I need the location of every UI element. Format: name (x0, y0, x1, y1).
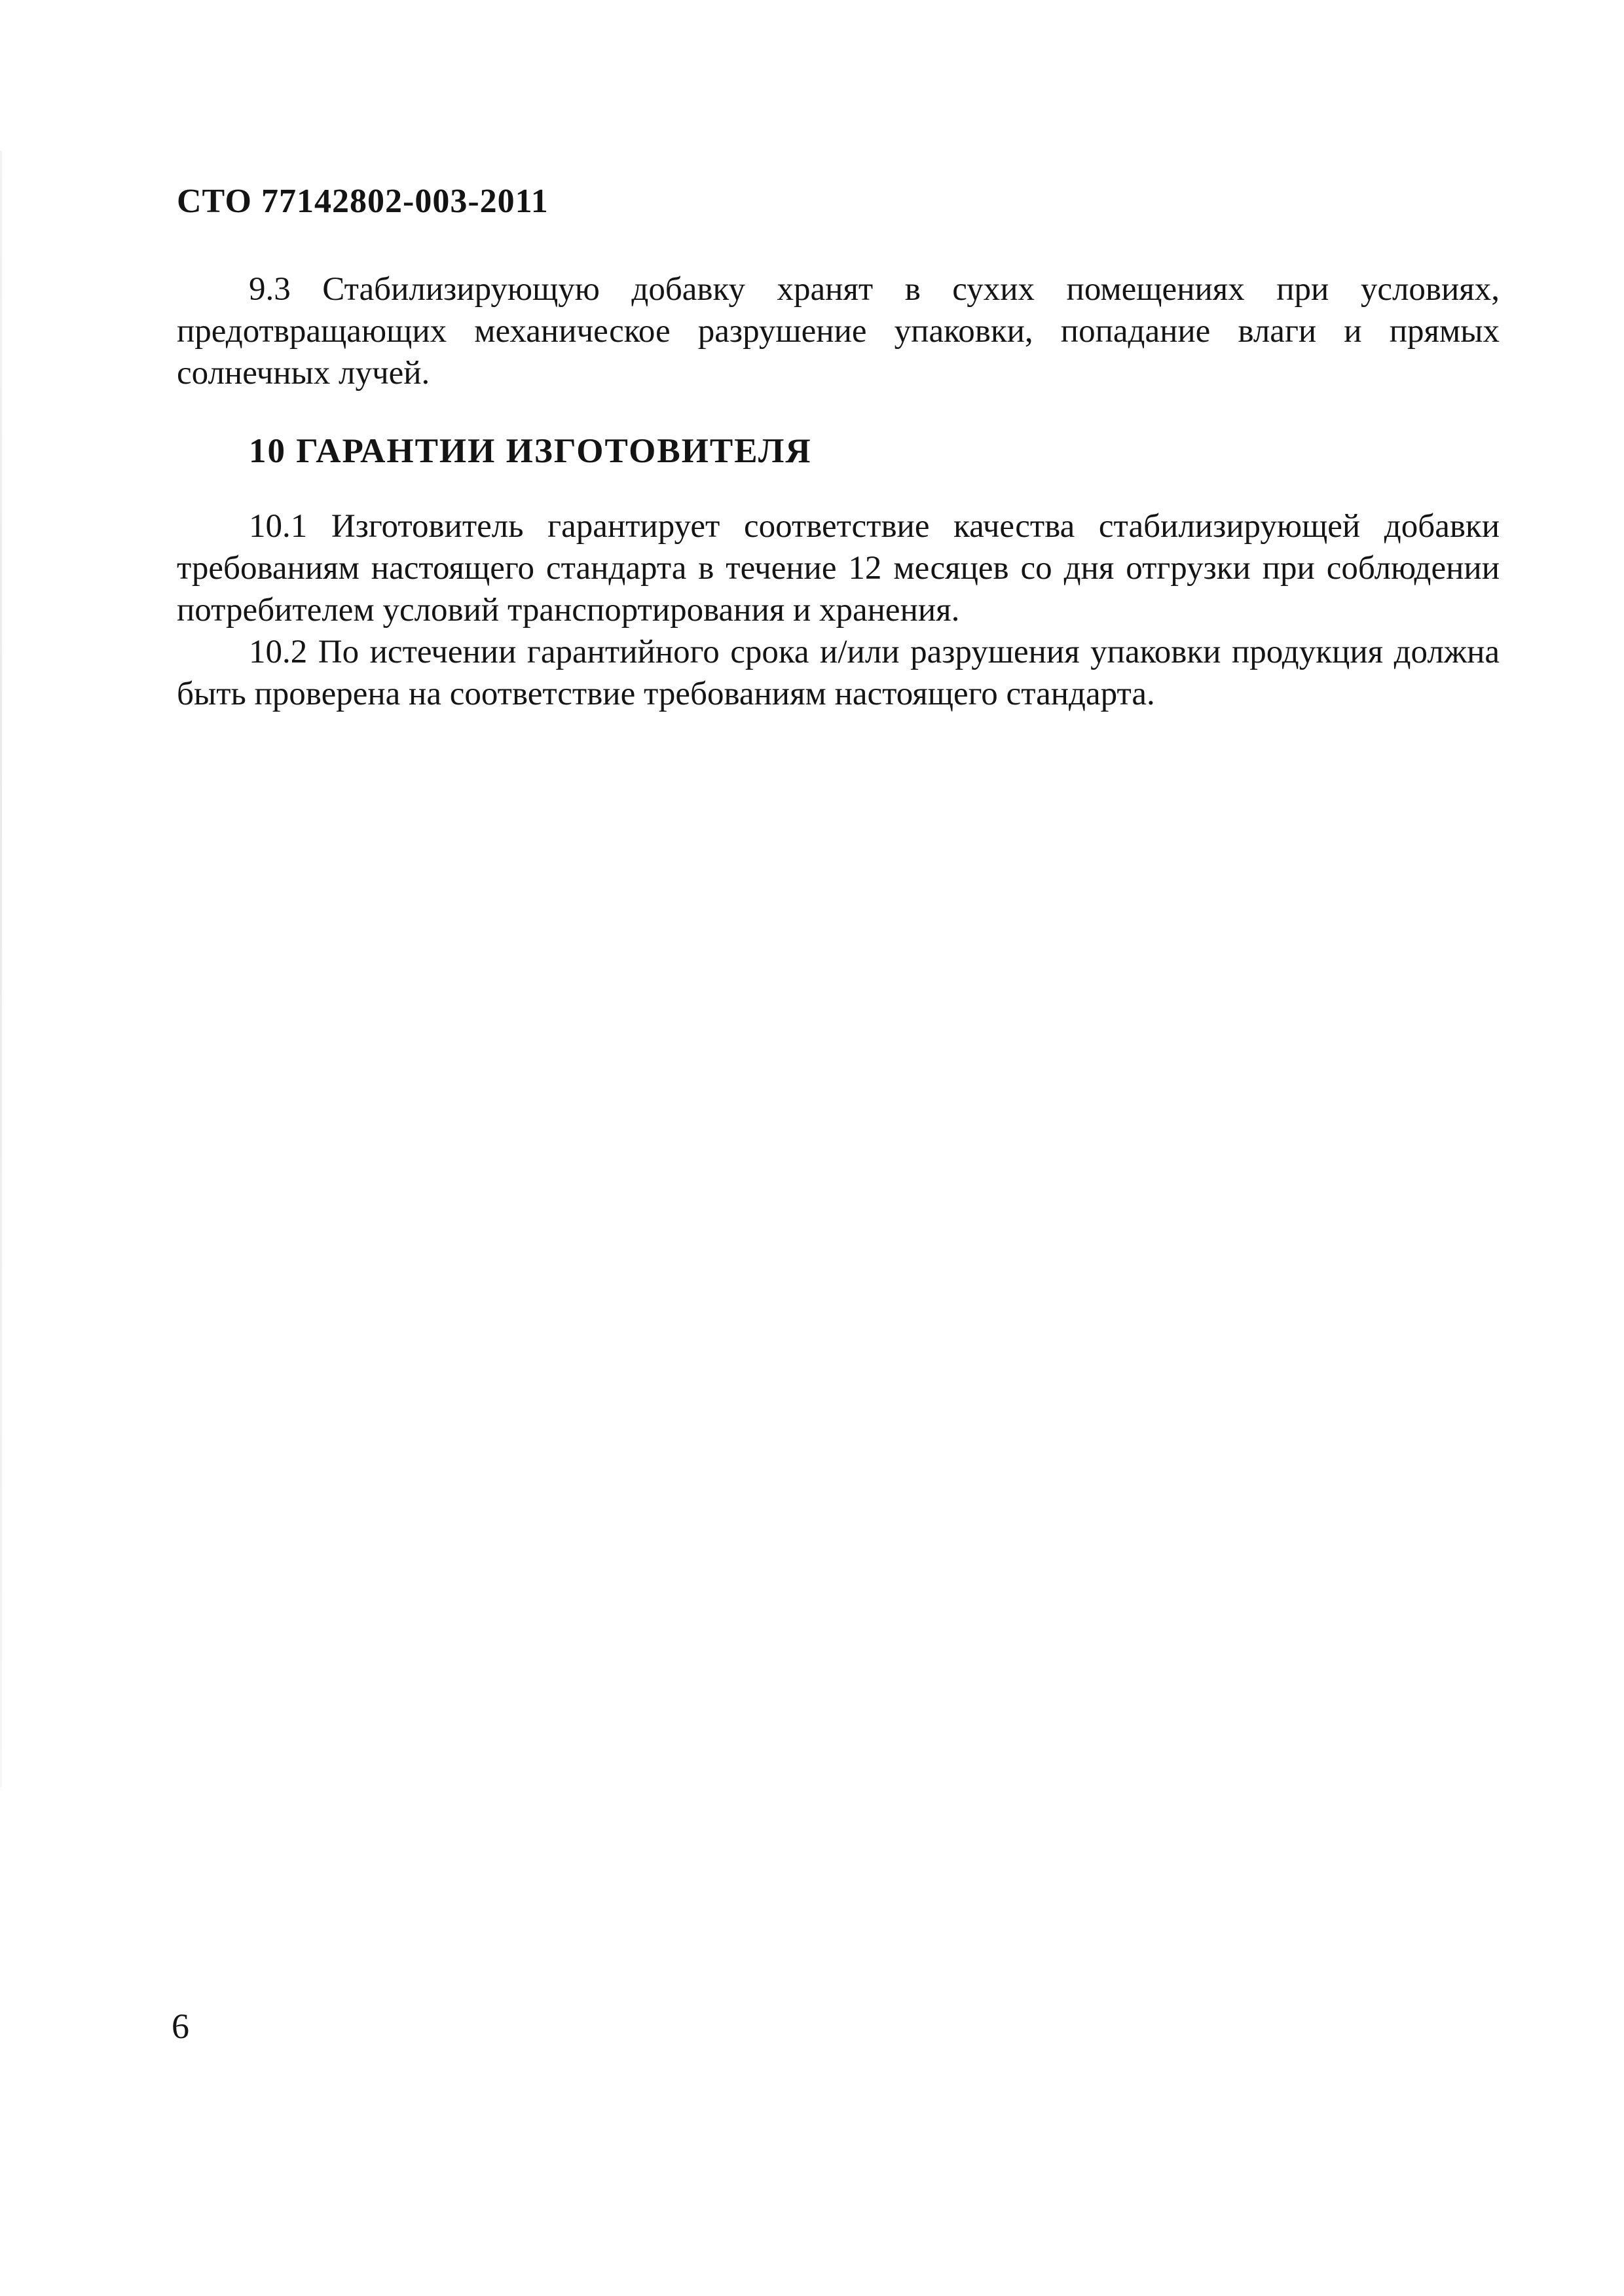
scan-edge-shadow (0, 151, 2, 1787)
document-code-header: СТО 77142802-003-2011 (177, 183, 549, 220)
section-9-body (177, 268, 1500, 394)
paragraph-10-1: 10.1 Изготовитель гарантирует соответствие качества стабилизирующей добавки требованиям настоящего стандарта в течение 12 месяцев со дня отгрузки при соблюдении потребителем условий транспортирования и хранения. (177, 508, 1500, 629)
paragraph-10-2: 10.2 По истечении гарантийного срока и/или разрушения упаковки продукция должна быть проверена на соответствие требованиям настоящего стандарта. (177, 634, 1500, 712)
section-10-body (177, 505, 1500, 715)
paragraph-9-3: 9.3 Стабилизирующую добавку хранят в сухих помещениях при условиях, предотвращающих механическое разрушение упаковки, попадание влаги и прямых солнечных лучей. (177, 271, 1500, 392)
page-number: 6 (172, 2007, 189, 2046)
section-10-heading: 10 ГАРАНТИИ ИЗГОТОВИТЕЛЯ (249, 432, 812, 470)
